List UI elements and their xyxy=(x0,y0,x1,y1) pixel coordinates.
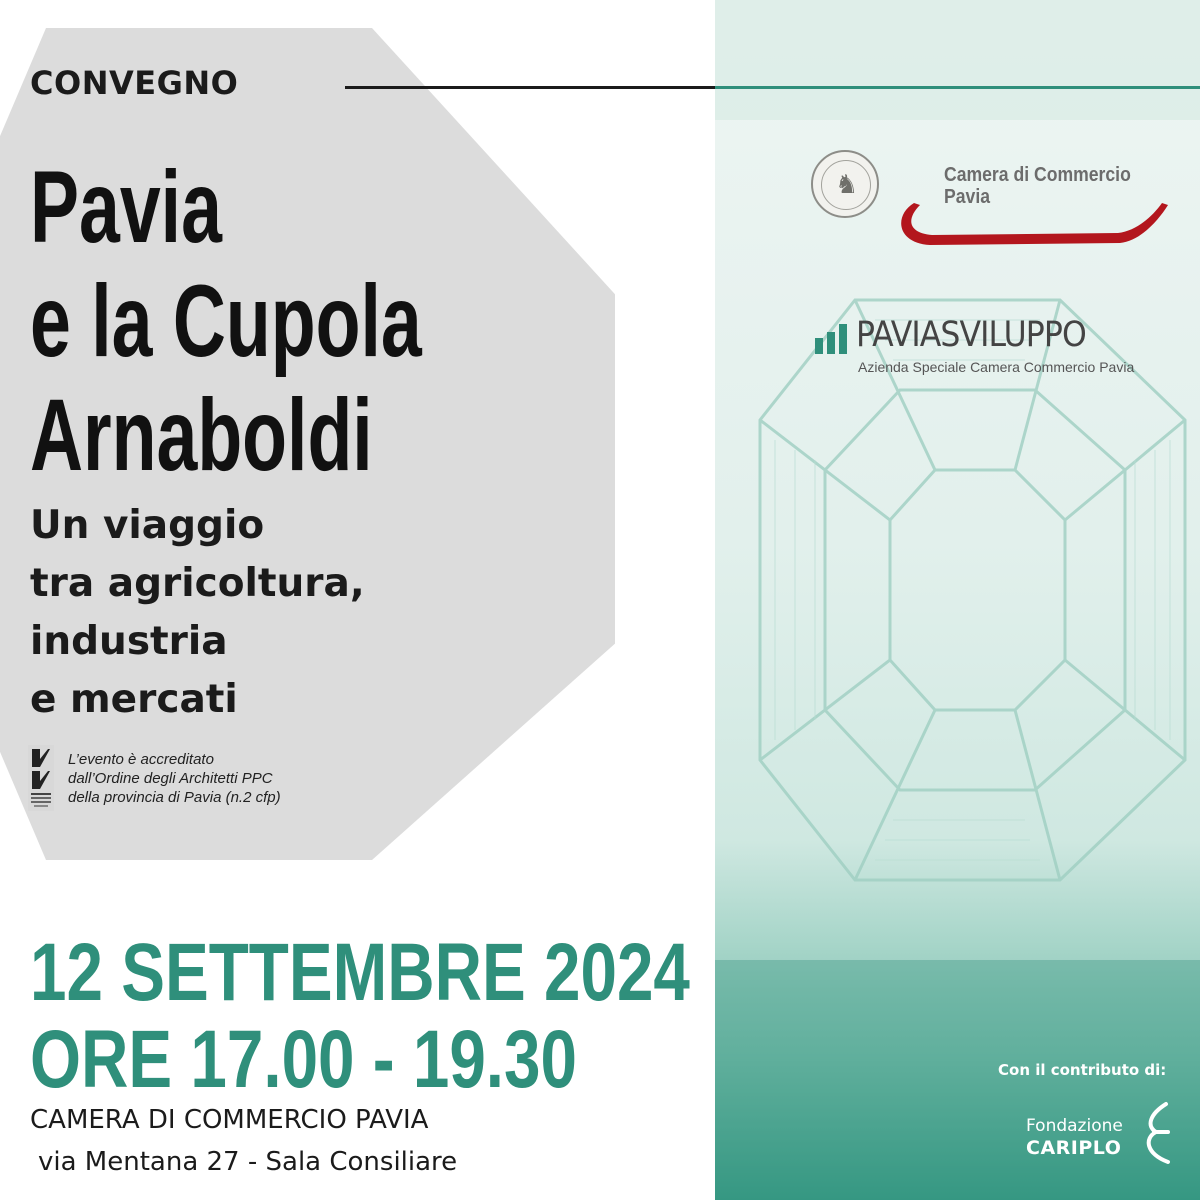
accreditation-note xyxy=(68,750,368,807)
subtitle-line-3: industria xyxy=(30,619,228,664)
event-date: 12 SETTEMBRE 2024 xyxy=(30,927,690,1018)
camera-commercio-swoosh-icon xyxy=(890,195,1170,255)
event-address: via Mentana 27 - Sala Consiliare xyxy=(38,1147,458,1177)
paviasviluppo-logo-text: PAVIASVILUPPO xyxy=(856,315,1086,355)
sponsor-name-line-1: Fondazione xyxy=(1026,1116,1123,1136)
event-title xyxy=(30,150,577,492)
paviasviluppo-subtitle: Azienda Speciale Camera Commercio Pavia xyxy=(858,359,1135,375)
camera-commercio-seal-icon xyxy=(811,150,879,218)
accreditation-line-1: L’evento è accreditato xyxy=(68,751,214,768)
subtitle-line-4: e mercati xyxy=(30,677,238,722)
sponsor-name-line-2: CARIPLO xyxy=(1026,1137,1122,1159)
sponsor-label: Con il contributo di: xyxy=(998,1061,1167,1079)
event-subtitle xyxy=(30,497,590,729)
ordine-architetti-logo-icon xyxy=(28,745,54,811)
accreditation-line-2: dall’Ordine degli Architetti PPC xyxy=(68,770,273,787)
subtitle-line-2: tra agricoltura, xyxy=(30,561,365,606)
event-type-label: CONVEGNO xyxy=(30,64,239,102)
fondazione-cariplo-mark-icon xyxy=(1140,1100,1174,1166)
event-venue: CAMERA DI COMMERCIO PAVIA xyxy=(30,1105,429,1135)
accreditation-line-3: della provincia di Pavia (n.2 cfp) xyxy=(68,789,281,806)
title-line-1: Pavia xyxy=(30,150,222,264)
horse-rider-icon: ♞ xyxy=(835,169,859,199)
ccp-name-line-1: Camera di Commercio xyxy=(944,164,1131,186)
title-line-3: Arnaboldi xyxy=(30,378,373,492)
paviasviluppo-bars-icon xyxy=(815,322,851,354)
header-divider-line-teal xyxy=(715,86,1200,89)
event-time: ORE 17.00 - 19.30 xyxy=(30,1014,577,1105)
ccp-name-line-2: Pavia xyxy=(944,186,990,208)
subtitle-line-1: Un viaggio xyxy=(30,503,265,548)
title-line-2: e la Cupola xyxy=(30,264,422,378)
